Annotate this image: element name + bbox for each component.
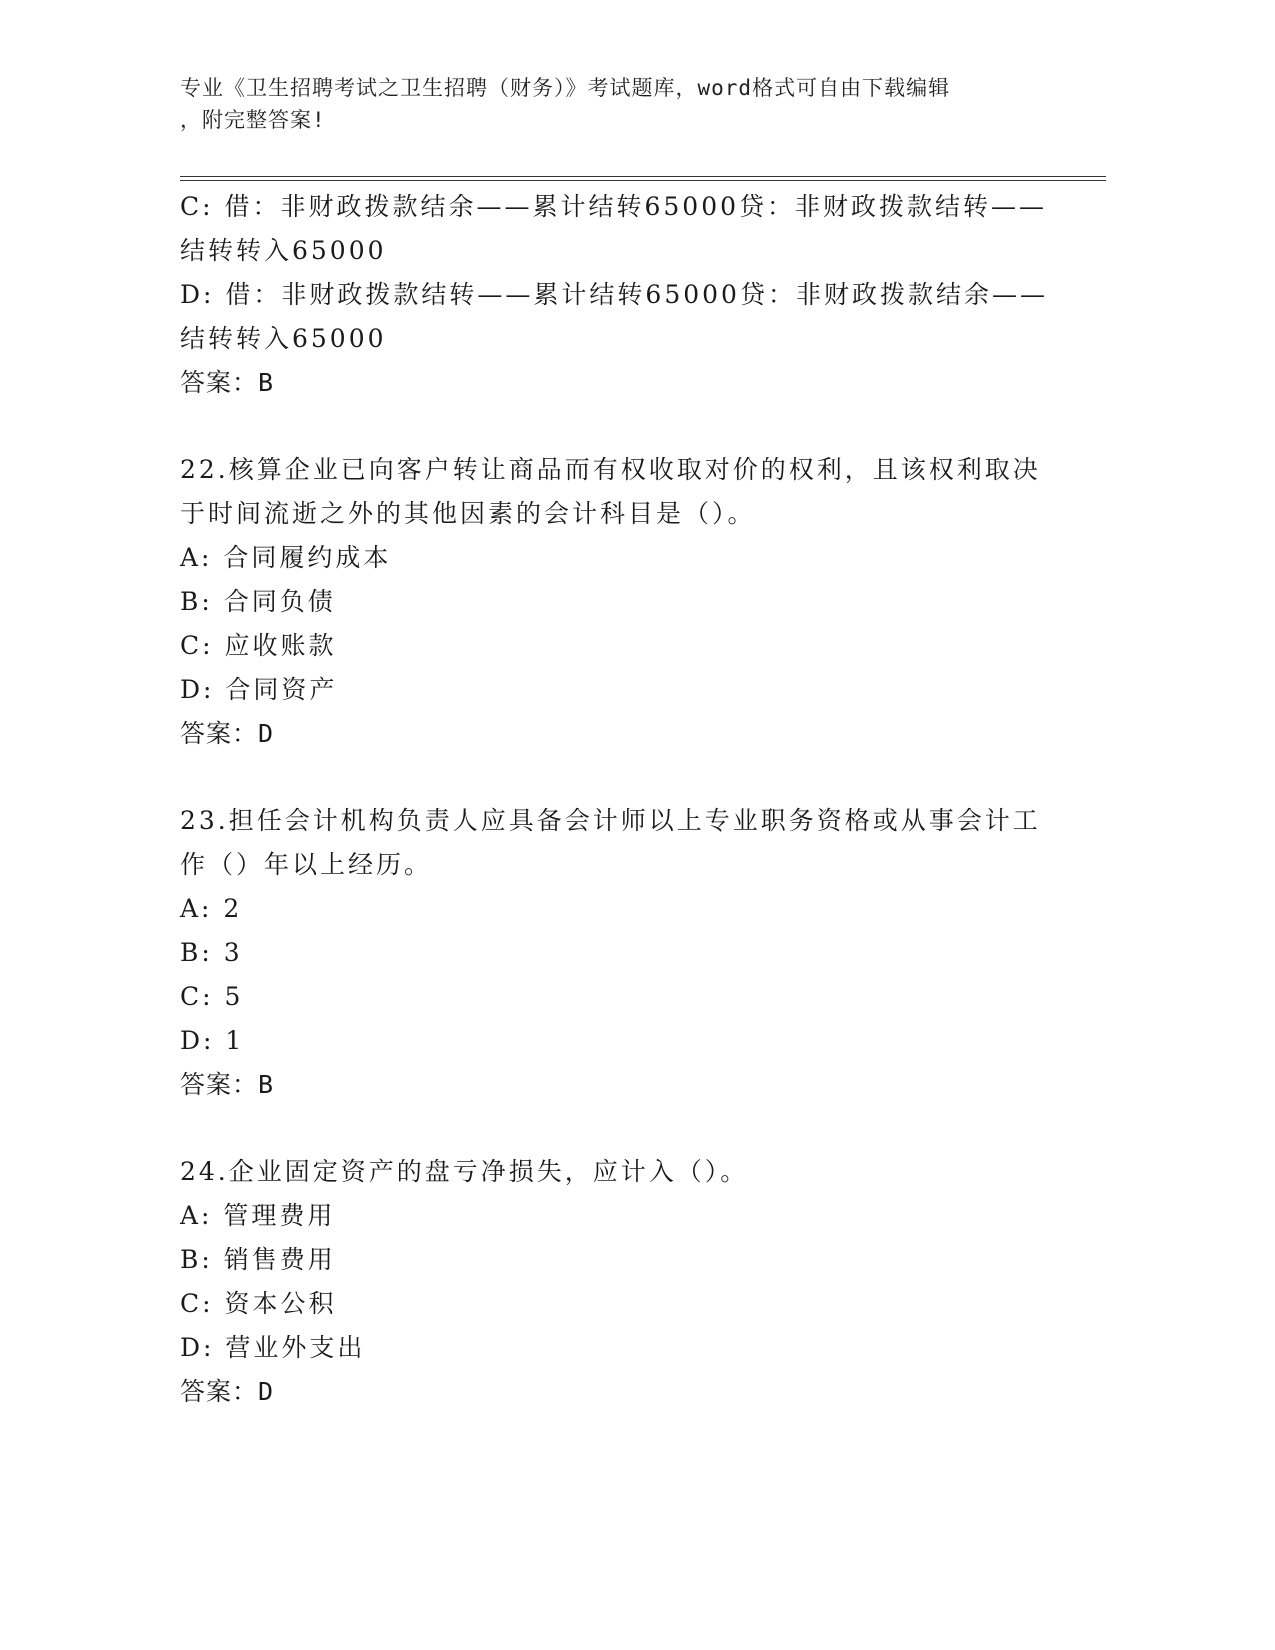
option-c-line-2: 结转转入65000: [180, 236, 387, 265]
answer-label: 答案：: [180, 368, 259, 397]
option-c-line-1: C: 借：非财政拨款结余——累计结转65000贷：非财政拨款结转——: [180, 192, 1048, 221]
option-d: D: 合同资产: [180, 675, 338, 704]
header-divider-top: [180, 176, 1106, 177]
answer-value: B: [258, 1070, 275, 1099]
answer-label: 答案：: [180, 1377, 259, 1406]
answer-value: D: [258, 1377, 275, 1406]
option-b: B: 合同负债: [180, 587, 336, 616]
header-title-line-2: ，附完整答案!: [180, 108, 326, 132]
question-stem-line-1: 24.企业固定资产的盘亏净损失，应计入（）。: [180, 1157, 749, 1186]
question-stem-line-1: 22.核算企业已向客户转让商品而有权收取对价的权利，且该权利取决: [180, 455, 1041, 484]
option-c: C: 资本公积: [180, 1289, 337, 1318]
answer-line: [180, 361, 1040, 405]
option-c: C: 5: [180, 982, 244, 1011]
option-d-line-2: 结转转入65000: [180, 324, 387, 353]
option-a: A: 管理费用: [180, 1201, 336, 1230]
question-stem-line-1: 23.担任会计机构负责人应具备会计师以上专业职务资格或从事会计工: [180, 806, 1041, 835]
answer-value: D: [258, 719, 275, 748]
question-stem-line-2: 作（）年以上经历。: [180, 850, 433, 879]
answer-label: 答案：: [180, 719, 259, 748]
option-d: D: 1: [180, 1026, 245, 1055]
document-body: [180, 185, 1048, 1414]
question-23: [180, 799, 1040, 1107]
answer-line: [180, 1370, 1040, 1414]
option-d: D: 营业外支出: [180, 1333, 366, 1362]
option-a: A: 合同履约成本: [180, 543, 392, 572]
header-divider-bottom: [180, 180, 1106, 181]
option-a: A: 2: [180, 894, 243, 923]
answer-line: [180, 1063, 1040, 1107]
question-24: [180, 1150, 1040, 1414]
option-b: B: 3: [180, 938, 243, 967]
option-d-line-1: D: 借：非财政拨款结转——累计结转65000贷：非财政拨款结余——: [180, 280, 1048, 309]
header-title-line-1: 专业《卫生招聘考试之卫生招聘（财务）》考试题库，word格式可自由下载编辑: [180, 76, 951, 100]
previous-question-tail: [180, 185, 1048, 405]
answer-label: 答案：: [180, 1070, 259, 1099]
option-c: C: 应收账款: [180, 631, 337, 660]
option-b: B: 销售费用: [180, 1245, 336, 1274]
question-22: [180, 448, 1040, 756]
answer-value: B: [258, 368, 275, 397]
page-header: [180, 72, 1030, 136]
answer-line: [180, 712, 1040, 756]
question-stem-line-2: 于时间流逝之外的其他因素的会计科目是（）。: [180, 499, 756, 528]
